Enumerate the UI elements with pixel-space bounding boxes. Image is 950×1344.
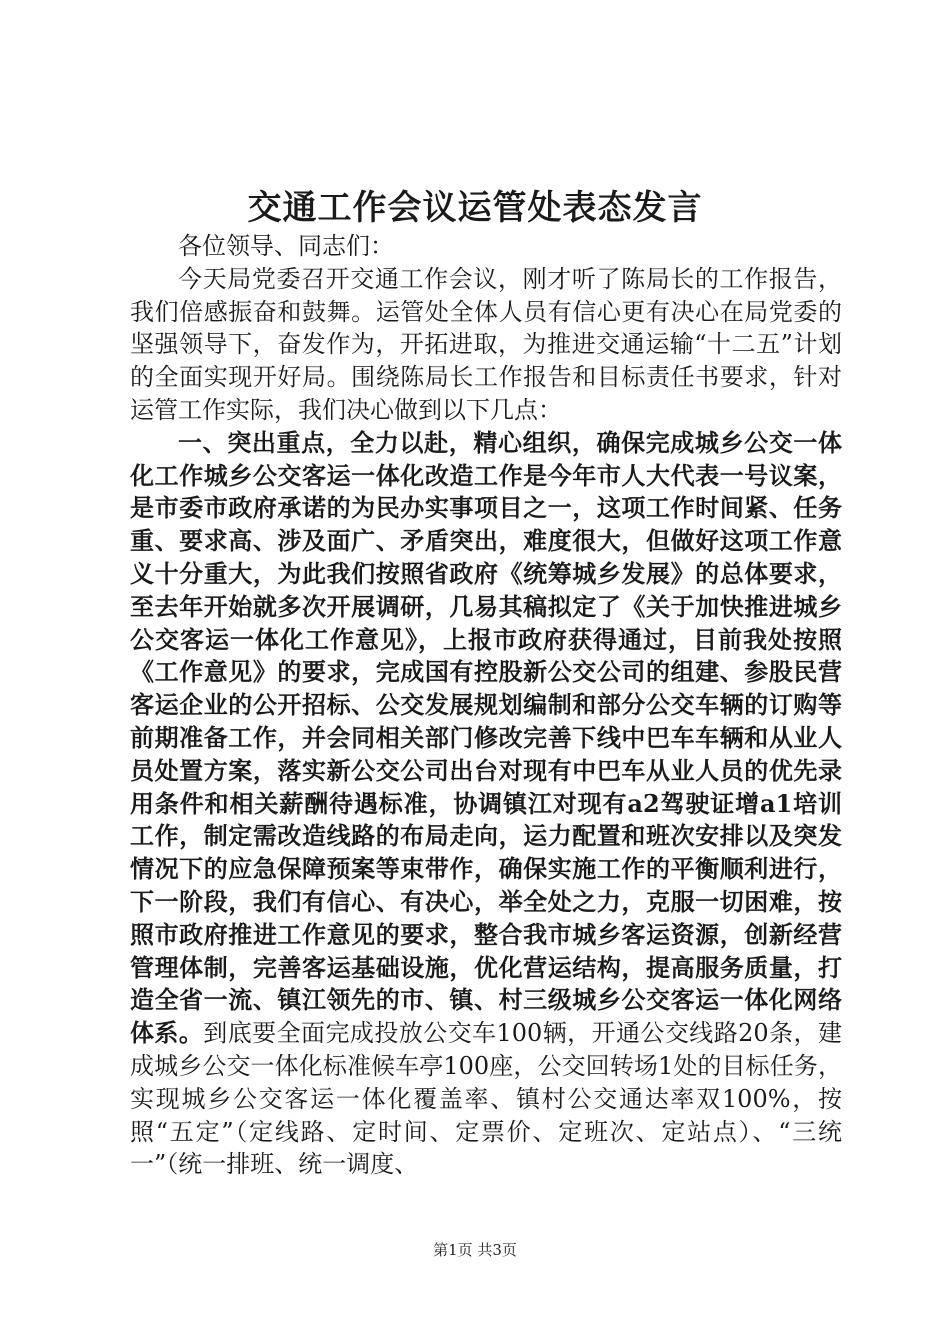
greeting-paragraph: 各位领导、同志们： [178, 232, 394, 260]
section-one-targets-text: 到底要全面完成投放公交车100辆，开通公交线路20条，建成城乡公交一体化标准候车亭100座，公交回转场1处的目标任务，实现城乡公交客运一体化覆盖率、镇村公交通达率双100%，按照“五定”（定线路、定时间、定票价、定班次、定站点）、“三统一”（统一排班、统一调度、 [130, 1019, 842, 1179]
document-title: 交通工作会议运管处表态发言 [247, 188, 703, 228]
intro-paragraph: 今天局党委召开交通工作会议，刚才听了陈局长的工作报告，我们倍感振奋和鼓舞。运管处全体人员有信心更有决心在局党委的坚强领导下，奋发作为，开拓进取，为推进交通运输“十二五”计划的全面实现开好局。围绕陈局长工作报告和目标责任书要求，针对运管工作实际，我们决心做到以下几点： [130, 264, 842, 424]
section-one-paragraph [130, 427, 842, 1181]
document-body [130, 230, 842, 1181]
page-footer: 第1页 共3页 [433, 1241, 517, 1259]
section-one-bold-text: 一、突出重点，全力以赴，精心组织，确保完成城乡公交一体化工作城乡公交客运一体化改造工作是今年市人大代表一号议案，是市委市政府承诺的为民办实事项目之一，这项工作时间紧、任务重、要求高、涉及面广、矛盾突出，难度很大，但做好这项工作意义十分重大，为此我们按照省政府《统筹城乡发展》的总体要求，至去年开始就多次开展调研，几易其稿拟定了《关于加快推进城乡公交客运一体化工作意见》，上报市政府获得通过，目前我处按照《工作意见》的要求，完成国有控股新公交公司的组建、参股民营客运企业的公开招标、公交发展规划编制和部分公交车辆的订购等前期准备工作，并会同相关部门修改完善下线中巴车车辆和从业人员处置方案，落实新公交公司出台对现有中巴车从业人员的优先录用条件和相关薪酬待遇标准，协调镇江对现有a2驾驶证增a1培训工作，制定需改造线路的布局走向，运力配置和班次安排以及突发情况下的应急保障预案等束带作，确保实施工作的平衡顺利进行，下一阶段，我们有信心、有决心，举全处之力，克服一切困难，按照市政府推进工作意见的要求，整合我市城乡客运资源，创新经营管理体制，完善客运基础设施，优化营运结构，提高服务质量，打造全省一流、镇江领先的市、镇、村三级城乡公交客运一体化网络体系。 [130, 427, 842, 1048]
